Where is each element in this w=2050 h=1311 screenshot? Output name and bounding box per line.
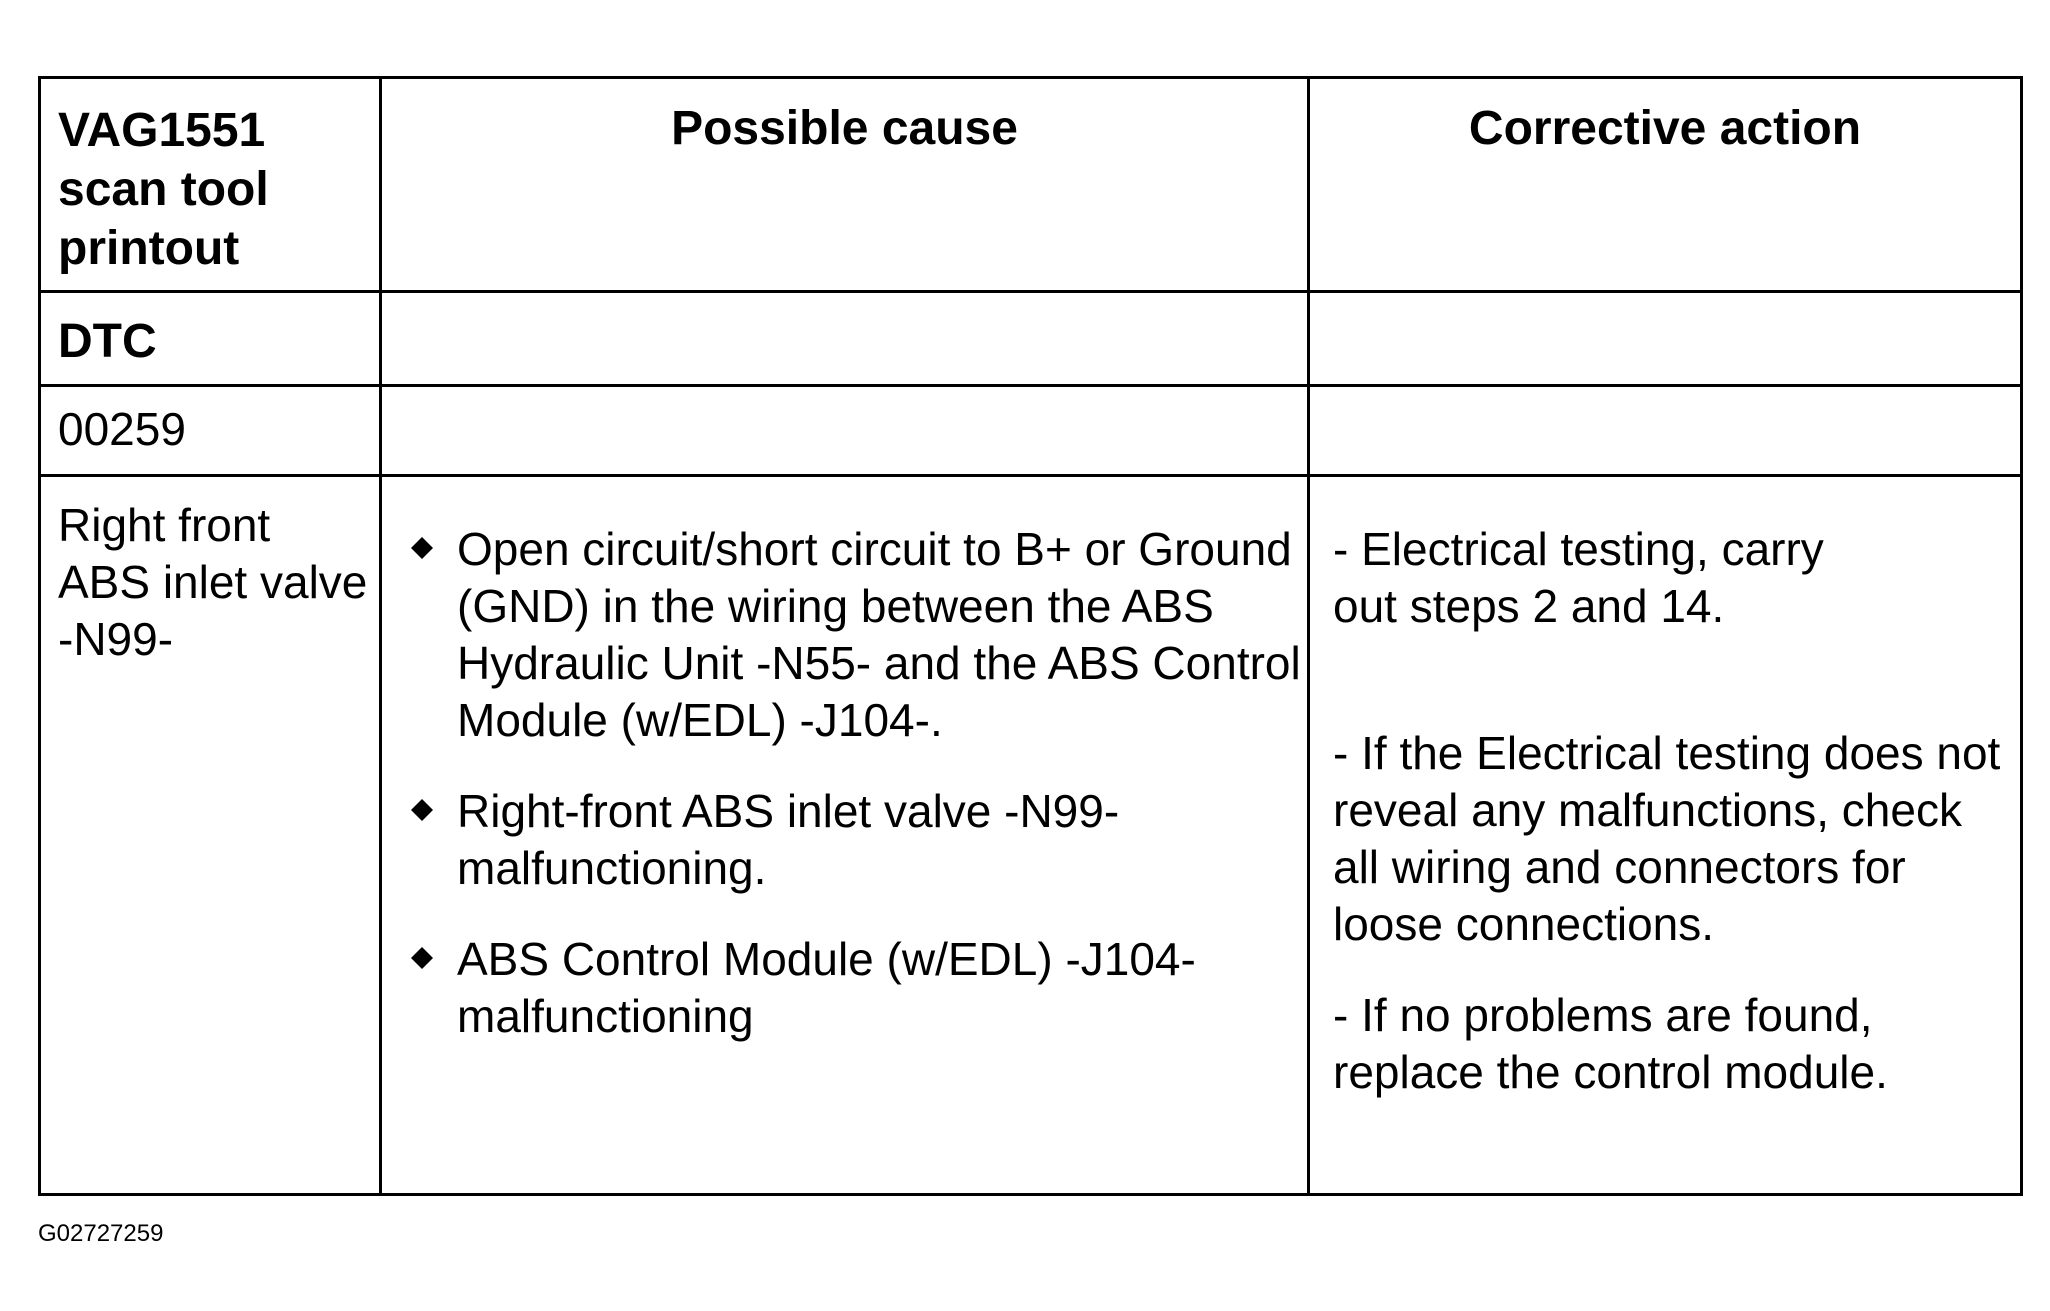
action-item: - Electrical testing, carry out steps 2 and 14. (1333, 523, 1824, 632)
cause-text: Open circuit/short circuit to B+ or Ground (GND) in the wiring between the ABS Hydraulic Unit -N55- and the ABS Control Module (w/EDL) -J104-. (457, 523, 1301, 746)
header-corrective-action: Corrective action (1468, 102, 1862, 155)
column-divider (1307, 79, 1310, 1193)
dtc-label: DTC (58, 315, 157, 368)
dtc-table (38, 76, 2023, 1196)
header-possible-cause: Possible cause (671, 102, 1018, 155)
row-divider (41, 384, 2020, 387)
cause-text: Right-front ABS inlet valve -N99- malfunctioning. (457, 785, 1120, 894)
possible-causes-list (401, 521, 1301, 1079)
action-item: - If no problems are found, replace the control module. (1333, 989, 1888, 1098)
cause-text: ABS Control Module (w/EDL) -J104- malfunctioning (457, 933, 1196, 1042)
component-name: Right front ABS inlet valve -N99- (58, 499, 368, 665)
figure-id: G02727259 (38, 1220, 164, 1247)
diamond-bullet-icon (411, 799, 433, 821)
diamond-bullet-icon (411, 537, 433, 559)
corrective-actions (1333, 521, 2003, 1101)
action-item: - If the Electrical testing does not reveal any malfunctions, check all wiring and connectors for loose connections. (1333, 727, 2001, 950)
diamond-bullet-icon (411, 947, 433, 969)
row-divider (41, 290, 2020, 293)
dtc-code: 00259 (58, 403, 186, 455)
header-scan-tool-printout: VAG1551 scan tool printout (58, 104, 269, 275)
row-divider (41, 474, 2020, 477)
cause-item (401, 931, 1301, 1045)
cause-item (401, 783, 1301, 897)
column-divider (379, 79, 382, 1193)
cause-item (401, 521, 1301, 749)
